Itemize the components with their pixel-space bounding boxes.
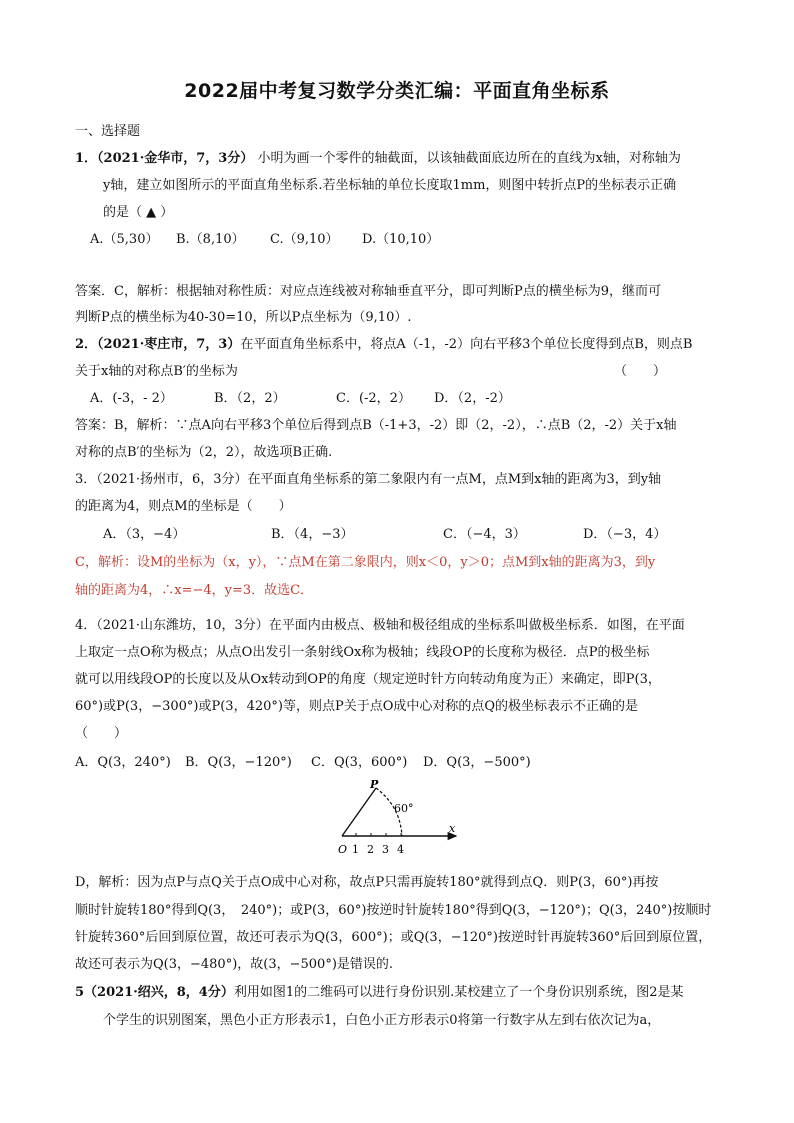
- q4-answer-4: 故还可表示为Q(3，−480°)，故(3，−500°)是错误的.: [75, 957, 394, 972]
- q1-option-b: B.（8,10）: [176, 232, 245, 247]
- q5-source: （2021·绍兴，8，4分）: [84, 985, 234, 1000]
- q4-line-4: 60°)或P(3，−300°)或P(3，420°)等，则点P关于点O成中心对称的点Q的极坐标表示不正确的是: [75, 699, 639, 714]
- q2-source: （2021·枣庄市，7，3）: [97, 337, 241, 352]
- q1-line-3: 的是（ ▲ ）: [103, 205, 174, 220]
- q1-option-d: D.（10,10）: [362, 232, 440, 247]
- q1-text-1: 小明为画一个零件的轴截面，以该轴截面底边所在的直线为x轴，对称轴为: [257, 151, 681, 166]
- q3-line-2: 的距离为4，则点M的坐标是（ ）: [75, 499, 292, 514]
- q4-option-c: C．Q(3，600°): [311, 755, 408, 770]
- q1-answer-1: 答案．C，解析：根据轴对称性质：对应点连线被对称轴垂直平分，即可判断P点的横坐标为9，继而可: [75, 284, 661, 299]
- q4-answer-2: 顺时针旋转180°得到Q(3， 240°)；或P(3，60°)按逆时针旋转180°得到Q(3，−120°)；Q(3，240°)按顺时: [75, 903, 712, 918]
- q2-text-2: 关于x轴的对称点B′的坐标为: [75, 364, 238, 379]
- tick-label-o: O: [338, 843, 348, 856]
- q3-option-d: D．（−3，4）: [583, 527, 667, 542]
- q3-option-c: C．（−4，3）: [443, 527, 526, 542]
- tick-label-4: 4: [397, 843, 404, 856]
- q3-line-1: 3．（2021·扬州市，6，3分）在平面直角坐标系的第二象限内有一点M，点M到x轴的距离为3，到y轴: [75, 472, 662, 487]
- q2-line-2: [75, 360, 238, 379]
- q4-option-d: D．Q(3，−500°): [423, 755, 531, 770]
- q4-answer-3: 针旋转360°后回到原位置，故还可表示为Q(3，600°)；或Q(3，−120°)按逆时针再旋转360°后回到原位置，: [75, 930, 712, 945]
- q2-option-c: C．(-2，2）: [336, 391, 411, 406]
- q4-answer-1: D，解析：因为点P与点Q关于点O成中心对称，故点P只需再旋转180°就得到点Q．则P(3，60°)再按: [75, 875, 659, 890]
- q2-option-d: D．（2，-2）: [434, 391, 511, 406]
- q2-answer-1: 答案：B，解析：∵点A向右平移3个单位后得到点B（-1+3，-2）即（2，-2），∴点B（2，-2）关于x轴: [75, 418, 677, 433]
- q4-line-5: （ ）: [75, 726, 128, 741]
- q1-option-c: C.（9,10）: [270, 232, 339, 247]
- tick-label-3: 3: [382, 843, 389, 856]
- q2-number: 2．: [75, 337, 98, 352]
- q1-number: 1．: [75, 151, 98, 166]
- q5-number: 5: [75, 985, 85, 1000]
- q5-line-2: 个学生的识别图案，黑色小正方形表示1，白色小正方形表示0将第一行数字从左到右依次记为a，: [103, 1013, 661, 1028]
- q2-text-1: 在平面直角坐标系中，将点A（-1，-2）向右平移3个单位长度得到点B，则点B: [240, 337, 693, 352]
- q4-line-2: 上取定一点O称为极点；从点O出发引一条射线Ox称为极轴；线段OP的长度称为极径．点P的极坐标: [75, 645, 650, 660]
- q1-source: （2021·金华市，7，3分）: [97, 151, 254, 166]
- point-p-label: P: [370, 778, 379, 791]
- angle-label: 60°: [394, 802, 414, 815]
- q4-options: [75, 751, 531, 770]
- q2-option-a: A．(-3，- 2）: [90, 391, 173, 406]
- q1-line-2: y轴，建立如图所示的平面直角坐标系.若坐标轴的单位长度取1mm，则图中转折点P的坐标表示正确: [103, 178, 677, 193]
- q3-option-b: B．（4，−3）: [271, 527, 354, 542]
- q1-answer-2: 判断P点的横坐标为40-30=10，所以P点坐标为（9,10）.: [75, 310, 412, 325]
- q3-options: [103, 523, 666, 542]
- tick-label-1: 1: [352, 843, 359, 856]
- q5-text-1: 利用如图1的二维码可以进行身份识别.某校建立了一个身份识别系统，图2是某: [233, 985, 684, 1000]
- q2-answer-2: 对称的点B′的坐标为（2，2），故选项B正确.: [75, 445, 333, 460]
- polar-figure: [328, 776, 468, 858]
- q1-option-a: A.（5,30）: [90, 232, 159, 247]
- q2-option-b: B．（2，2）: [214, 391, 286, 406]
- q4-line-1: 4．（2021·山东潍坊，10，3分）在平面内由极点、极轴和极径组成的坐标系叫做极坐标系．如图，在平面: [75, 618, 685, 633]
- q2-line-1: [75, 333, 692, 352]
- q3-answer-1: C，解析：设M的坐标为（x，y），∵点M在第二象限内，则x＜0，y＞0；点M到x轴的距离为3，到y: [75, 555, 656, 570]
- q1-options: [90, 228, 439, 247]
- q2-options: [90, 387, 511, 406]
- q3-option-a: A．（3，−4）: [103, 527, 186, 542]
- q3-answer-2: 轴的距离为4，∴x=−4，y=3．故选C．: [75, 583, 314, 598]
- q4-line-3: 就可以用线段OP的长度以及从Ox转动到OP的角度（规定逆时针方向转动角度为正）来确定，即P(3，: [75, 672, 661, 687]
- q4-option-b: B．Q(3，−120°): [185, 755, 292, 770]
- q1-line-1: [75, 147, 681, 166]
- q5-line-1: [75, 981, 684, 1000]
- tick-label-2: 2: [367, 843, 374, 856]
- q2-answer-paren: （ ）: [614, 364, 667, 379]
- radius-op-line: [342, 788, 376, 836]
- page-title: 2022届中考复习数学分类汇编：平面直角坐标系: [184, 80, 610, 102]
- q4-option-a: A．Q(3，240°): [75, 755, 171, 770]
- x-axis-label: x: [449, 822, 456, 835]
- section-heading: 一、选择题: [75, 124, 141, 139]
